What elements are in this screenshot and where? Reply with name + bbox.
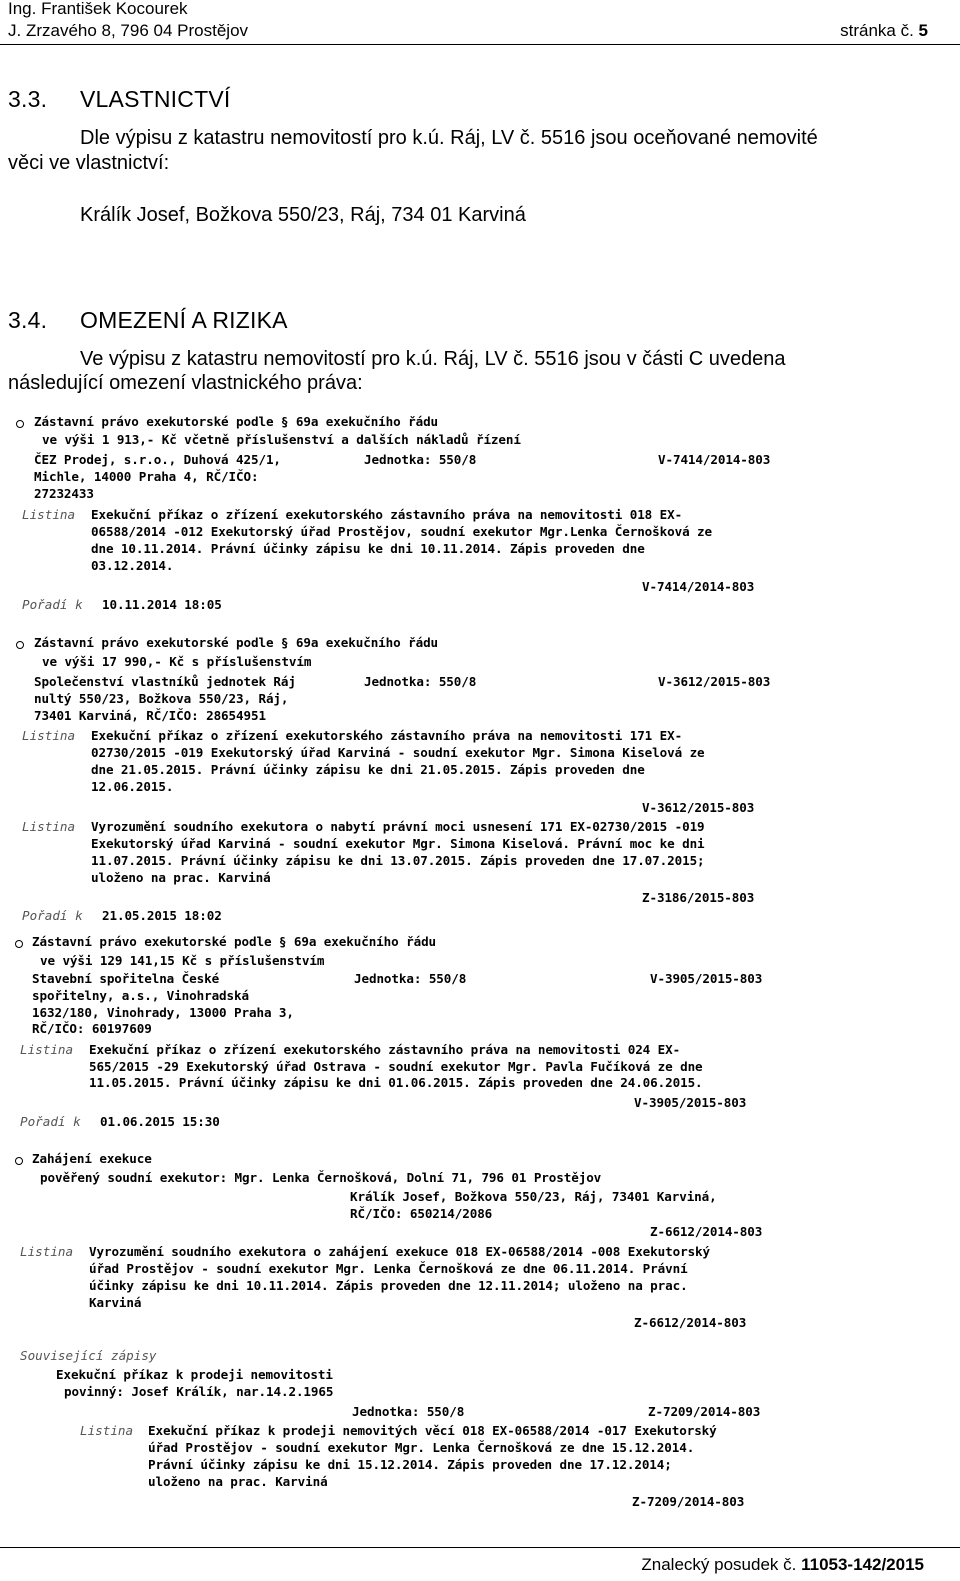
entry1-poradi: 10.11.2014 18:05	[102, 597, 222, 612]
entry1-unit: Jednotka: 550/8	[364, 452, 477, 467]
entry4-executor: pověřený soudní exekutor: Mgr. Lenka Černošková, Dolní 71, 796 01 Prostějov	[40, 1170, 602, 1185]
entry2-listinb-line3: 11.07.2015. Právní účinky zápisu ke dni 13.07.2015. Zápis proveden dne 17.07.2015;	[91, 853, 705, 868]
entry4-listina-line4: Karviná	[89, 1295, 142, 1310]
entry3-creditor2: spořitelny, a.s., Vinohradská	[32, 988, 249, 1003]
header-rule	[0, 44, 960, 45]
entry2-listina-line4: 12.06.2015.	[91, 779, 174, 794]
entry2-listina-line3: dne 21.05.2015. Právní účinky zápisu ke dni 21.05.2015. Zápis proveden dne	[91, 762, 645, 777]
related-title: Exekuční příkaz k prodeji nemovitosti	[56, 1367, 333, 1382]
entry3-listina-label: Listina	[20, 1042, 74, 1057]
related-ref2: Z-7209/2014-803	[632, 1494, 745, 1509]
related-listina-line3: Právní účinky zápisu ke dni 15.12.2014. Zápis proveden dne 17.12.2014;	[148, 1457, 672, 1472]
entry3-amount: ve výši 129 141,15 Kč s příslušenstvím	[40, 953, 325, 968]
entry2-creditor1: Společenství vlastníků jednotek Ráj	[34, 674, 296, 689]
entry4-listina-label: Listina	[20, 1244, 74, 1259]
entry4-listina-line3: účinky zápisu ke dni 10.11.2014. Zápis proveden dne 12.11.2014; uloženo na prac.	[89, 1278, 688, 1293]
entry1-ref1: V-7414/2014-803	[658, 452, 771, 467]
entry2-listina-label: Listina	[22, 728, 76, 743]
entry3-unit: Jednotka: 550/8	[354, 971, 467, 986]
bullet-icon	[15, 1157, 23, 1165]
entry4-title: Zahájení exekuce	[32, 1151, 152, 1166]
footer-label: Znalecký posudek č.	[641, 1555, 802, 1574]
entry3-listina-line2: 565/2015 -29 Exekutorský úřad Ostrava - soudní exekutor Mgr. Pavla Fučíková ze dne	[89, 1059, 703, 1074]
related-listina-line2: úřad Prostějov - soudní exekutor Mgr. Lenka Černošková ze dne 15.12.2014.	[148, 1440, 695, 1455]
entry2-unit: Jednotka: 550/8	[364, 674, 477, 689]
section-33-text-line2: věci ve vlastnictví:	[8, 152, 170, 174]
section-34-title: OMEZENÍ A RIZIKA	[80, 307, 288, 333]
entry2-listinb-label: Listina	[22, 819, 76, 834]
entry2-creditor2: nultý 550/23, Božkova 550/23, Ráj,	[34, 691, 289, 706]
entry2-listinb-line4: uloženo na prac. Karviná	[91, 870, 271, 885]
related-obligor: povinný: Josef Králík, nar.14.2.1965	[64, 1384, 334, 1399]
footer-report-id	[641, 1555, 924, 1575]
entry2-title: Zástavní právo exekutorské podle § 69a exekučního řádu	[34, 635, 439, 650]
bullet-icon	[16, 420, 24, 428]
entry2-creditor3: 73401 Karviná, RČ/IČO: 28654951	[34, 708, 266, 723]
entry1-poradi-label: Pořadí k	[22, 597, 83, 612]
entry1-listina-line4: 03.12.2014.	[91, 558, 174, 573]
entry2-listina-line2: 02730/2015 -019 Exekutorský úřad Karviná - soudní exekutor Mgr. Simona Kiselová ze	[91, 745, 705, 760]
entry1-creditor2: Michle, 14000 Praha 4, RČ/IČO:	[34, 469, 259, 484]
related-listina-line1: Exekuční příkaz k prodeji nemovitých věcí 018 EX-06588/2014 -017 Exekutorský	[148, 1423, 717, 1438]
entry3-creditor4: RČ/IČO: 60197609	[32, 1021, 152, 1036]
related-ref1: Z-7209/2014-803	[648, 1404, 761, 1419]
footer-rule	[0, 1547, 960, 1548]
page-label: stránka č.	[840, 21, 919, 40]
entry2-ref1: V-3612/2015-803	[658, 674, 771, 689]
entry2-ref3: Z-3186/2015-803	[642, 890, 755, 905]
related-listina-label: Listina	[80, 1423, 134, 1438]
entry1-ref2: V-7414/2014-803	[642, 579, 755, 594]
entry3-ref1: V-3905/2015-803	[650, 971, 763, 986]
entry2-poradi-label: Pořadí k	[22, 908, 83, 923]
entry3-creditor3: 1632/180, Vinohrady, 13000 Praha 3,	[32, 1005, 294, 1020]
related-label: Související zápisy	[20, 1348, 157, 1363]
entry1-listina-line1: Exekuční příkaz o zřízení exekutorského zástavního práva na nemovitosti 018 EX-	[91, 507, 683, 522]
section-34-text-line2: následující omezení vlastnického práva:	[8, 372, 363, 394]
entry2-amount: ve výši 17 990,- Kč s příslušenstvím	[42, 654, 312, 669]
related-unit: Jednotka: 550/8	[352, 1404, 465, 1419]
entry1-listina-line2: 06588/2014 -012 Exekutorský úřad Prostějov, soudní exekutor Mgr.Lenka Černošková ze	[91, 524, 713, 539]
entry4-ref1: Z-6612/2014-803	[650, 1224, 763, 1239]
entry4-listina-line2: úřad Prostějov - soudní exekutor Mgr. Lenka Černošková ze dne 06.11.2014. Právní	[89, 1261, 688, 1276]
related-listina-line4: uloženo na prac. Karviná	[148, 1474, 328, 1489]
footer-number: 11053-142/2015	[801, 1555, 924, 1574]
entry2-listinb-line2: Exekutorský úřad Karviná - soudní exekutor Mgr. Simona Kiselová. Právní moc ke dni	[91, 836, 705, 851]
entry1-listina-line3: dne 10.11.2014. Právní účinky zápisu ke dni 10.11.2014. Zápis proveden dne	[91, 541, 645, 556]
entry2-poradi: 21.05.2015 18:02	[102, 908, 222, 923]
entry3-title: Zástavní právo exekutorské podle § 69a exekučního řádu	[32, 934, 437, 949]
entry3-poradi-label: Pořadí k	[20, 1114, 81, 1129]
author-name: Ing. František Kocourek	[8, 0, 188, 18]
bullet-icon	[15, 940, 23, 948]
entry3-creditor1: Stavební spořitelna České	[32, 971, 220, 986]
entry4-party2: RČ/IČO: 650214/2086	[350, 1206, 493, 1221]
entry1-title: Zástavní právo exekutorské podle § 69a exekučního řádu	[34, 414, 439, 429]
page-indicator	[840, 21, 928, 41]
owner-line: Králík Josef, Božkova 550/23, Ráj, 734 01 Karviná	[80, 204, 526, 226]
section-34-number: 3.4.	[8, 307, 48, 333]
entry2-listinb-line1: Vyrozumění soudního exekutora o nabytí právní moci usnesení 171 EX-02730/2015 -019	[91, 819, 705, 834]
entry3-poradi: 01.06.2015 15:30	[100, 1114, 220, 1129]
entry1-creditor3: 27232433	[34, 486, 94, 501]
section-33-number: 3.3.	[8, 86, 48, 112]
section-34-text-line1: Ve výpisu z katastru nemovitostí pro k.ú. Ráj, LV č. 5516 jsou v části C uvedena	[80, 348, 786, 370]
entry1-amount: ve výši 1 913,- Kč včetně příslušenství a dalších nákladů řízení	[42, 432, 521, 447]
page-number: 5	[918, 21, 928, 40]
section-33-title: VLASTNICTVÍ	[80, 86, 231, 112]
entry4-party1: Králík Josef, Božkova 550/23, Ráj, 73401 Karviná,	[350, 1189, 717, 1204]
entry3-ref2: V-3905/2015-803	[634, 1095, 747, 1110]
author-address: J. Zrzavého 8, 796 04 Prostějov	[8, 21, 249, 40]
entry3-listina-line3: 11.05.2015. Právní účinky zápisu ke dni 01.06.2015. Zápis proveden dne 24.06.2015.	[89, 1075, 703, 1090]
bullet-icon	[16, 641, 24, 649]
entry4-listina-line1: Vyrozumění soudního exekutora o zahájení exekuce 018 EX-06588/2014 -008 Exekutorský	[89, 1244, 711, 1259]
entry4-ref2: Z-6612/2014-803	[634, 1315, 747, 1330]
entry3-listina-line1: Exekuční příkaz o zřízení exekutorského zástavního práva na nemovitosti 024 EX-	[89, 1042, 681, 1057]
entry2-listina-line1: Exekuční příkaz o zřízení exekutorského zástavního práva na nemovitosti 171 EX-	[91, 728, 683, 743]
section-33-text-line1: Dle výpisu z katastru nemovitostí pro k.ú. Ráj, LV č. 5516 jsou oceňované nemovité	[80, 127, 818, 149]
entry1-creditor1: ČEZ Prodej, s.r.o., Duhová 425/1,	[34, 452, 281, 467]
entry2-ref2: V-3612/2015-803	[642, 800, 755, 815]
entry1-listina-label: Listina	[22, 507, 76, 522]
